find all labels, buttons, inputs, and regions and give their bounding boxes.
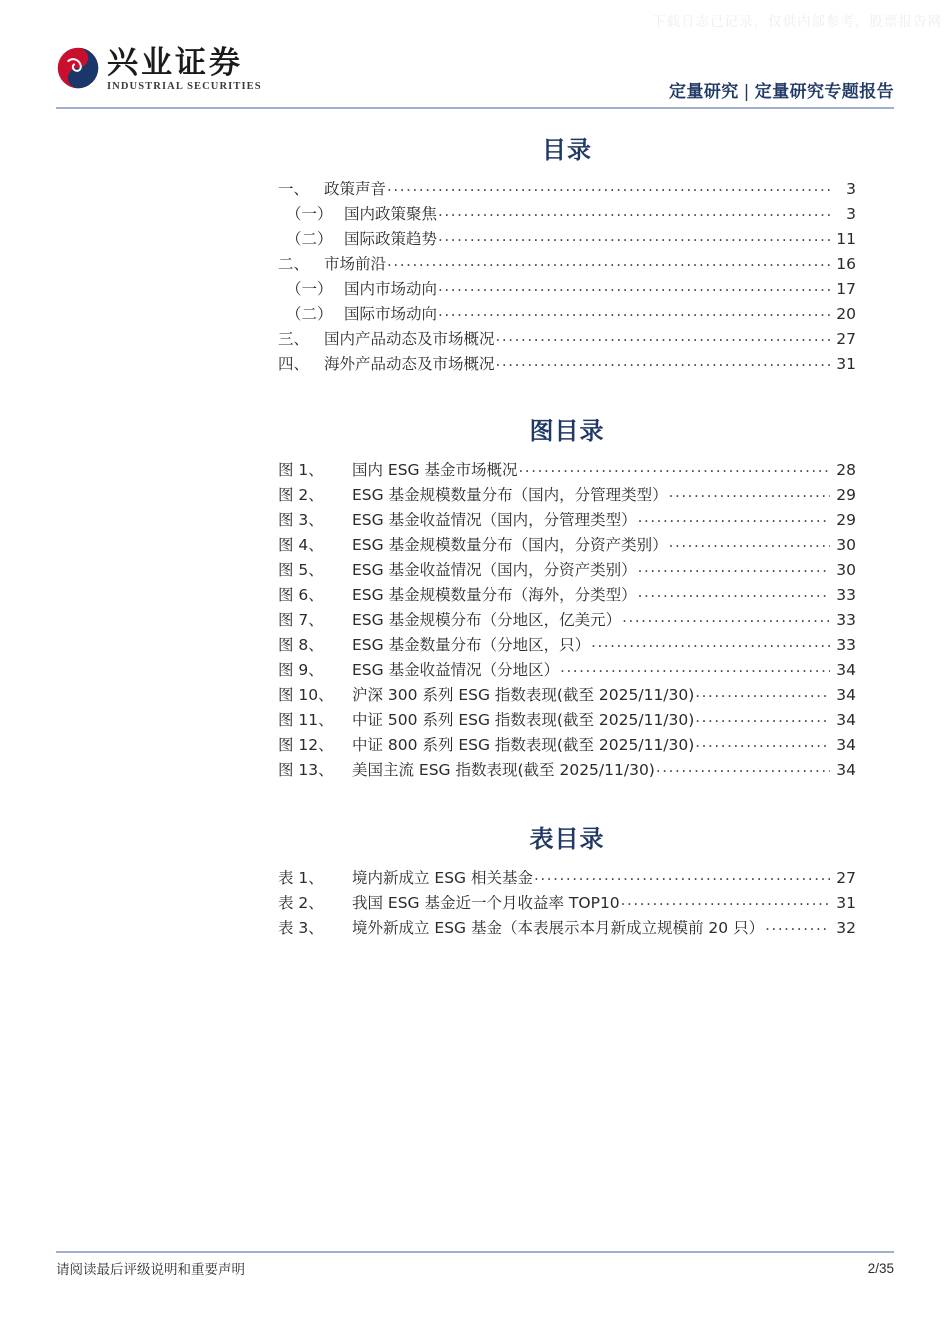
figure-entry-page: 34 (836, 736, 856, 754)
toc-entry-number: （二） (286, 230, 333, 248)
toc-leader-dots (519, 463, 831, 483)
toc-entry-page: 3 (846, 205, 856, 223)
figure-entry-label: ESG 基金收益情况（国内，分资产类别） (352, 561, 637, 579)
figure-entry[interactable] (278, 708, 856, 733)
figure-entry[interactable] (278, 633, 856, 658)
watermark-text: 下载日志已记录，仅供内部参考，股票报告网 (652, 14, 942, 29)
figure-entry-label: ESG 基金规模数量分布（海外，分类型） (352, 586, 637, 604)
figures-heading: 图目录 (529, 417, 605, 445)
figure-entry-number: 图 8、 (278, 636, 324, 654)
figure-entry-page: 34 (836, 661, 856, 679)
toc-leader-dots (695, 738, 830, 758)
toc-leader-dots (534, 871, 830, 891)
toc-leader-dots (695, 713, 830, 733)
table-entry-label: 境内新成立 ESG 相关基金 (352, 869, 533, 887)
figure-entry-label: 国内 ESG 基金市场概况 (352, 461, 518, 479)
header-divider (56, 107, 894, 109)
toc-entry-page: 11 (836, 230, 856, 248)
toc-entry[interactable] (278, 327, 856, 352)
page-header (56, 44, 894, 102)
toc-leader-dots (695, 688, 830, 708)
figures-list (278, 458, 856, 783)
table-entry-page: 32 (836, 919, 856, 937)
toc-entry-label: 政策声音 (324, 180, 387, 198)
toc-leader-dots (638, 588, 830, 608)
figure-entry[interactable] (278, 483, 856, 508)
toc-leader-dots (387, 182, 830, 202)
toc-leader-dots (638, 513, 830, 533)
table-entry[interactable] (278, 916, 856, 941)
toc-entry-label: 海外产品动态及市场概况 (324, 355, 495, 373)
figure-entry-number: 图 4、 (278, 536, 324, 554)
figure-entry-number: 图 2、 (278, 486, 324, 504)
toc-entry[interactable] (278, 352, 856, 377)
toc-leader-dots (621, 896, 830, 916)
page-footer (56, 1258, 894, 1278)
contents-list (278, 177, 856, 377)
toc-entry[interactable] (278, 202, 856, 227)
figure-entry-label: ESG 基金数量分布（分地区，只） (352, 636, 591, 654)
figure-entry[interactable] (278, 733, 856, 758)
tables-list (278, 866, 856, 941)
header-separator: | (743, 82, 750, 102)
table-entry-number: 表 2、 (278, 894, 324, 912)
toc-entry-number: 三、 (278, 330, 310, 348)
toc-entry-label: 国际政策趋势 (344, 230, 438, 248)
figure-entry[interactable] (278, 683, 856, 708)
figure-entry-number: 图 10、 (278, 686, 334, 704)
figure-entry-number: 图 1、 (278, 461, 324, 479)
figure-entry-number: 图 7、 (278, 611, 324, 629)
figure-entry-page: 34 (836, 761, 856, 779)
figure-entry-label: 美国主流 ESG 指数表现(截至 2025/11/30) (352, 761, 655, 779)
footer-disclaimer: 请阅读最后评级说明和重要声明 (56, 1262, 245, 1278)
toc-entry-label: 国内产品动态及市场概况 (324, 330, 495, 348)
toc-entry-label: 国际市场动向 (344, 305, 438, 323)
toc-entry[interactable] (278, 277, 856, 302)
toc-entry-number: （二） (286, 305, 333, 323)
tables-heading: 表目录 (529, 825, 605, 853)
toc-entry-number: 四、 (278, 355, 310, 373)
figure-entry-page: 34 (836, 711, 856, 729)
figure-entry-label: 沪深 300 系列 ESG 指数表现(截至 2025/11/30) (352, 686, 695, 704)
toc-entry-page: 31 (836, 355, 856, 373)
figure-entry[interactable] (278, 583, 856, 608)
figure-entry-label: ESG 基金规模数量分布（国内，分资产类别） (352, 536, 668, 554)
table-entry-number: 表 1、 (278, 869, 324, 887)
table-entry-number: 表 3、 (278, 919, 324, 937)
toc-entry-number: 二、 (278, 255, 310, 273)
toc-leader-dots (669, 538, 830, 558)
header-category: 定量研究 (669, 82, 739, 102)
figure-entry-number: 图 9、 (278, 661, 324, 679)
figure-entry[interactable] (278, 458, 856, 483)
page-content (278, 130, 856, 941)
toc-entry-number: （一） (286, 205, 333, 223)
figure-entry[interactable] (278, 608, 856, 633)
table-entry[interactable] (278, 866, 856, 891)
toc-leader-dots (622, 613, 830, 633)
toc-entry-page: 3 (846, 180, 856, 198)
figure-entry-number: 图 11、 (278, 711, 334, 729)
toc-entry[interactable] (278, 177, 856, 202)
figure-entry-page: 34 (836, 686, 856, 704)
toc-entry-label: 市场前沿 (324, 255, 387, 273)
figure-entry-number: 图 13、 (278, 761, 334, 779)
toc-leader-dots (591, 638, 830, 658)
toc-leader-dots (656, 763, 830, 783)
toc-leader-dots (560, 663, 830, 683)
toc-leader-dots (438, 282, 830, 302)
contents-heading: 目录 (542, 136, 592, 164)
figure-entry[interactable] (278, 558, 856, 583)
figure-entry-number: 图 5、 (278, 561, 324, 579)
toc-leader-dots (438, 232, 830, 252)
toc-entry-label: 国内政策聚焦 (344, 205, 438, 223)
figure-entry-label: ESG 基金收益情况（国内，分管理类型） (352, 511, 637, 529)
company-logo (56, 46, 262, 93)
table-entry-page: 27 (836, 869, 856, 887)
figure-entry[interactable] (278, 758, 856, 783)
figure-entry-page: 33 (836, 611, 856, 629)
figure-entry-number: 图 3、 (278, 511, 324, 529)
figure-entry-label: 中证 800 系列 ESG 指数表现(截至 2025/11/30) (352, 736, 695, 754)
figure-entry-page: 28 (836, 461, 856, 479)
footer-divider (56, 1251, 894, 1253)
toc-leader-dots (438, 307, 830, 327)
figure-entry[interactable] (278, 658, 856, 683)
toc-leader-dots (438, 207, 830, 227)
toc-entry-page: 20 (836, 305, 856, 323)
figure-entry-page: 30 (836, 561, 856, 579)
table-entry-label: 我国 ESG 基金近一个月收益率 TOP10 (352, 894, 620, 912)
spacer (278, 377, 856, 411)
header-report-label (669, 77, 894, 102)
figure-entry-label: 中证 500 系列 ESG 指数表现(截至 2025/11/30) (352, 711, 695, 729)
logo-english-name: INDUSTRIAL SECURITIES (107, 81, 262, 92)
figure-entry-page: 29 (836, 511, 856, 529)
figure-entry-number: 图 6、 (278, 586, 324, 604)
toc-leader-dots (638, 563, 830, 583)
figure-entry[interactable] (278, 533, 856, 558)
toc-entry[interactable] (278, 252, 856, 277)
table-entry-page: 31 (836, 894, 856, 912)
figure-entry[interactable] (278, 508, 856, 533)
figure-entry-page: 30 (836, 536, 856, 554)
toc-entry-page: 27 (836, 330, 856, 348)
figure-entry-page: 33 (836, 636, 856, 654)
figure-entry-label: ESG 基金规模数量分布（国内，分管理类型） (352, 486, 668, 504)
footer-page-indicator: 2/35 (867, 1260, 894, 1276)
figure-entry-number: 图 12、 (278, 736, 334, 754)
table-entry[interactable] (278, 891, 856, 916)
spacer (278, 783, 856, 819)
figure-entry-page: 33 (836, 586, 856, 604)
toc-entry-page: 16 (836, 255, 856, 273)
toc-entry-number: （一） (286, 280, 333, 298)
toc-entry-number: 一、 (278, 180, 310, 198)
toc-leader-dots (669, 488, 830, 508)
figure-entry-label: ESG 基金规模分布（分地区，亿美元） (352, 611, 622, 629)
industrial-securities-logo-icon (56, 46, 100, 90)
toc-entry-page: 17 (836, 280, 856, 298)
toc-entry-label: 国内市场动向 (344, 280, 438, 298)
toc-leader-dots (765, 921, 830, 941)
table-entry-label: 境外新成立 ESG 基金（本表展示本月新成立规模前 20 只） (352, 919, 765, 937)
figure-entry-page: 29 (836, 486, 856, 504)
toc-entry[interactable] (278, 302, 856, 327)
figure-entry-label: ESG 基金收益情况（分地区） (352, 661, 560, 679)
logo-chinese-name: 兴业证券 (107, 45, 243, 81)
toc-leader-dots (496, 332, 830, 352)
header-report-type: 定量研究专题报告 (754, 82, 894, 102)
toc-leader-dots (387, 257, 830, 277)
toc-leader-dots (496, 357, 830, 377)
toc-entry[interactable] (278, 227, 856, 252)
